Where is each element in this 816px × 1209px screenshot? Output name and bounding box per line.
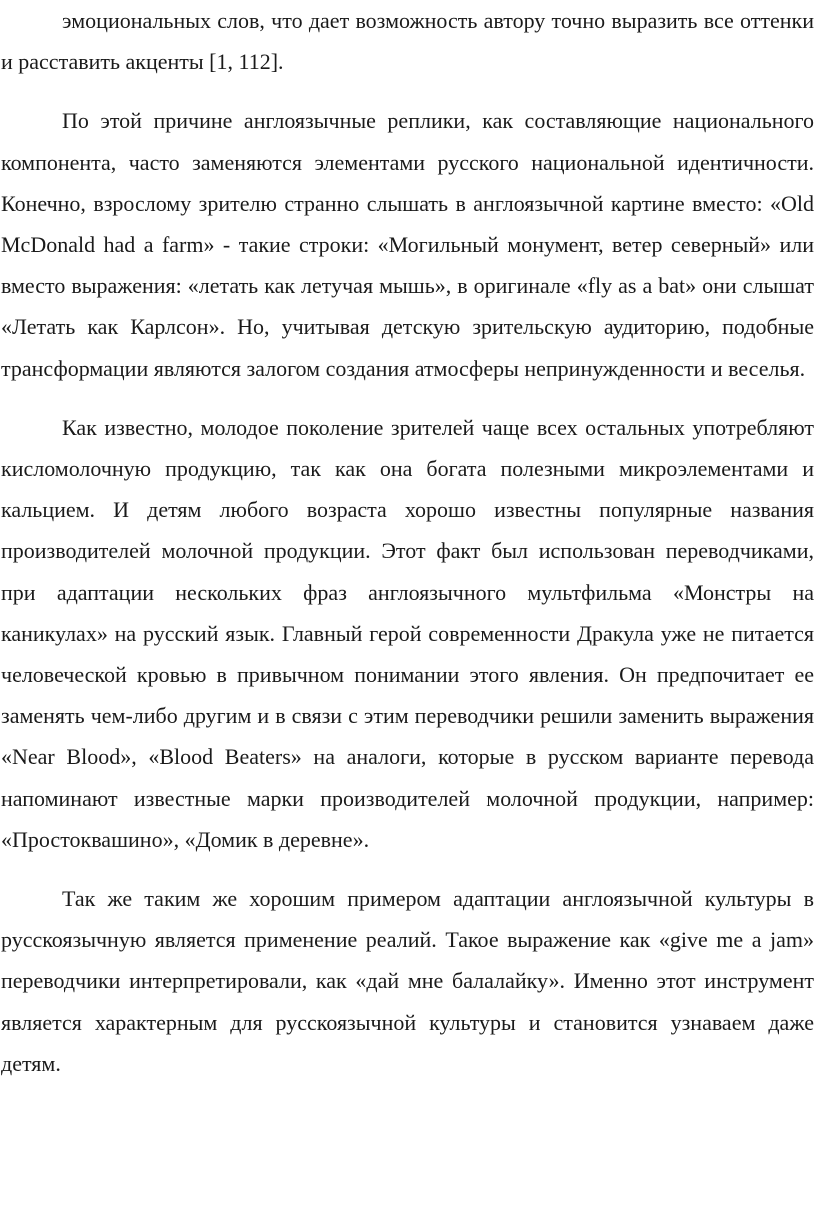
paragraph-dairy-products: Как известно, молодое поколение зрителей чаще всех остальных употребляют кисломолочную продукцию, так как она богата полезными микроэлементами и кальцием. И детям любого возраста хорошо известны популярные названия производителей молочной продукции. Этот факт был использован переводчиками, при адаптации нескольких фраз англоязычного мультфильма «Монстры на каникулах» на русский язык. Главный герой современности Дракула уже не питается человеческой кровью в привычном понимании этого явления. Он предпочитает ее заменять чем-либо другим и в связи с этим переводчики решили заменить выражения «Near Blood», «Blood Beaters» на аналоги, которые в русском варианте перевода напоминают известные марки производителей молочной продукции, например: «Простоквашино», «Домик в деревне». (1, 414, 814, 852)
paragraph-anglophone-replicas: По этой причине англоязычные реплики, как составляющие национального компонента, часто заменяются элементами русского национальной идентичности. Конечно, взрослому зрителю странно слышать в англоязычной картине вместо: «Old McDonald had a farm» - такие строки: «Могильный монумент, ветер северный» или вместо выражения: «летать как летучая мышь», в оригинале «fly as a bat» они слышат «Летать как Карлсон». Но, учитывая детскую зрительскую аудиторию, подобные трансформации являются залогом создания атмосферы непринужденности и веселья. (1, 108, 814, 381)
paragraph-continuation: эмоциональных слов, что дает возможность автору точно выразить все оттенки и расставить акценты [1, 112]. (1, 8, 814, 75)
paragraph-realia: Так же таким же хорошим примером адаптации англоязычной культуры в русскоязычную является применение реалий. Такое выражение как «give me a jam» переводчики интерпретировали, как «дай мне балалайку». Именно этот инструмент является характерным для русскоязычной культуры и становится узнаваем даже детям. (1, 886, 814, 1076)
